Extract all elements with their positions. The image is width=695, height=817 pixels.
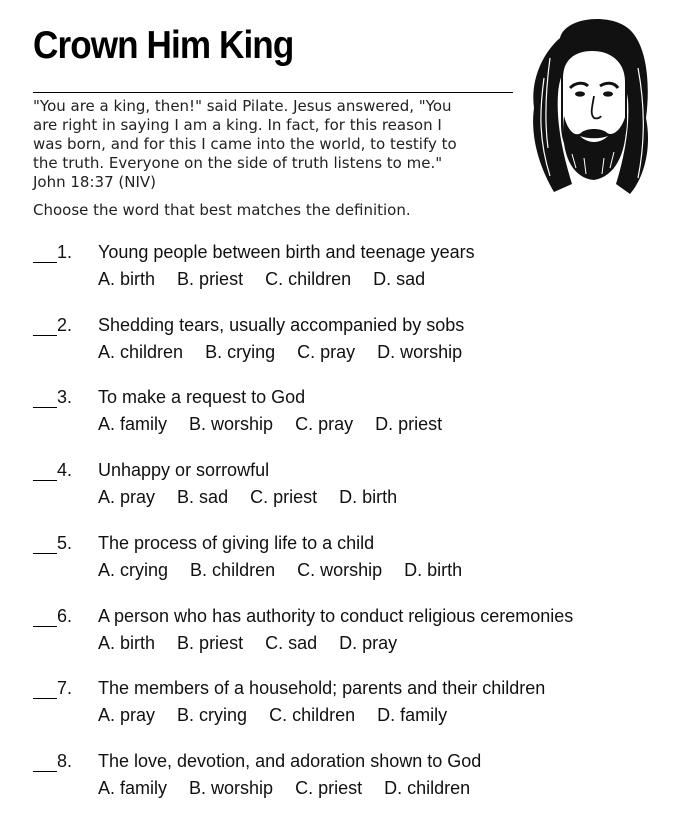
choice-d: D. priest [375, 414, 443, 434]
verse-line: was born, and for this I came into the world, to testify to [33, 135, 457, 153]
choice-b: B. worship [189, 414, 274, 434]
choice-c: C. worship [297, 560, 383, 580]
question-number: 1. [57, 242, 73, 262]
choice-c: C. priest [295, 778, 363, 798]
choice-d: D. children [384, 778, 471, 798]
answer-choices [98, 705, 464, 726]
answer-choices [98, 487, 414, 508]
choice-b: B. sad [177, 487, 229, 507]
jesus-portrait-illustration [520, 8, 660, 196]
choice-d: D. worship [377, 342, 463, 362]
question-number: 5. [57, 533, 73, 553]
question-number-line [33, 315, 72, 336]
question-definition: The process of giving life to a child [98, 533, 375, 553]
choice-d: D. pray [339, 633, 398, 653]
answer-choices [98, 269, 442, 290]
choice-a: A. children [98, 342, 184, 362]
answer-blank[interactable] [33, 387, 57, 408]
choice-d: D. sad [373, 269, 426, 289]
choice-d: D. birth [404, 560, 463, 580]
choice-d: D. family [377, 705, 448, 725]
question-definition: Unhappy or sorrowful [98, 460, 270, 480]
choice-b: B. priest [177, 633, 244, 653]
choice-a: A. family [98, 778, 168, 798]
answer-choices [98, 778, 487, 799]
answer-blank[interactable] [33, 751, 57, 772]
verse-line: the truth. Everyone on the side of truth listens to me." [33, 154, 443, 172]
verse-line: "You are a king, then!" said Pilate. Jesus answered, "You [33, 97, 452, 115]
answer-choices [98, 342, 479, 363]
question-definition: Shedding tears, usually accompanied by sobs [98, 315, 465, 335]
choice-c: C. pray [295, 414, 354, 434]
question-number: 8. [57, 751, 73, 771]
question-number: 6. [57, 606, 73, 626]
title-divider [33, 92, 513, 93]
bible-verse [33, 97, 513, 192]
choice-a: A. family [98, 414, 168, 434]
answer-choices [98, 560, 479, 581]
answer-blank[interactable] [33, 606, 57, 627]
question-definition: The love, devotion, and adoration shown to God [98, 751, 482, 771]
question-number-line [33, 533, 72, 554]
choice-a: A. pray [98, 487, 156, 507]
question-number-line [33, 460, 72, 481]
answer-blank[interactable] [33, 242, 57, 263]
question-number: 2. [57, 315, 73, 335]
choice-b: B. worship [189, 778, 274, 798]
answer-choices [98, 633, 414, 654]
answer-blank[interactable] [33, 460, 57, 481]
choice-c: C. sad [265, 633, 318, 653]
answer-blank[interactable] [33, 678, 57, 699]
choice-a: A. crying [98, 560, 169, 580]
choice-c: C. pray [297, 342, 356, 362]
question-number-line [33, 606, 72, 627]
choice-b: B. crying [177, 705, 248, 725]
page-title: Crown Him King [33, 24, 294, 67]
answer-blank[interactable] [33, 315, 57, 336]
choice-a: A. pray [98, 705, 156, 725]
choice-c: C. children [269, 705, 356, 725]
question-definition: The members of a household; parents and their children [98, 678, 546, 698]
question-number: 3. [57, 387, 73, 407]
question-definition: To make a request to God [98, 387, 306, 407]
question-number: 4. [57, 460, 73, 480]
verse-line: are right in saying I am a king. In fact, for this reason I [33, 116, 442, 134]
choice-d: D. birth [339, 487, 398, 507]
choice-c: C. children [265, 269, 352, 289]
instructions: Choose the word that best matches the definition. [33, 201, 411, 219]
choice-b: B. crying [205, 342, 276, 362]
choice-c: C. priest [250, 487, 318, 507]
question-number-line [33, 387, 72, 408]
answer-blank[interactable] [33, 533, 57, 554]
question-number-line [33, 242, 72, 263]
question-number: 7. [57, 678, 73, 698]
question-definition: A person who has authority to conduct religious ceremonies [98, 606, 574, 626]
choice-a: A. birth [98, 269, 156, 289]
question-definition: Young people between birth and teenage years [98, 242, 475, 262]
choice-b: B. priest [177, 269, 244, 289]
choice-a: A. birth [98, 633, 156, 653]
question-number-line [33, 678, 72, 699]
verse-reference: John 18:37 (NIV) [33, 173, 156, 191]
choice-b: B. children [190, 560, 276, 580]
answer-choices [98, 414, 459, 435]
question-number-line [33, 751, 72, 772]
